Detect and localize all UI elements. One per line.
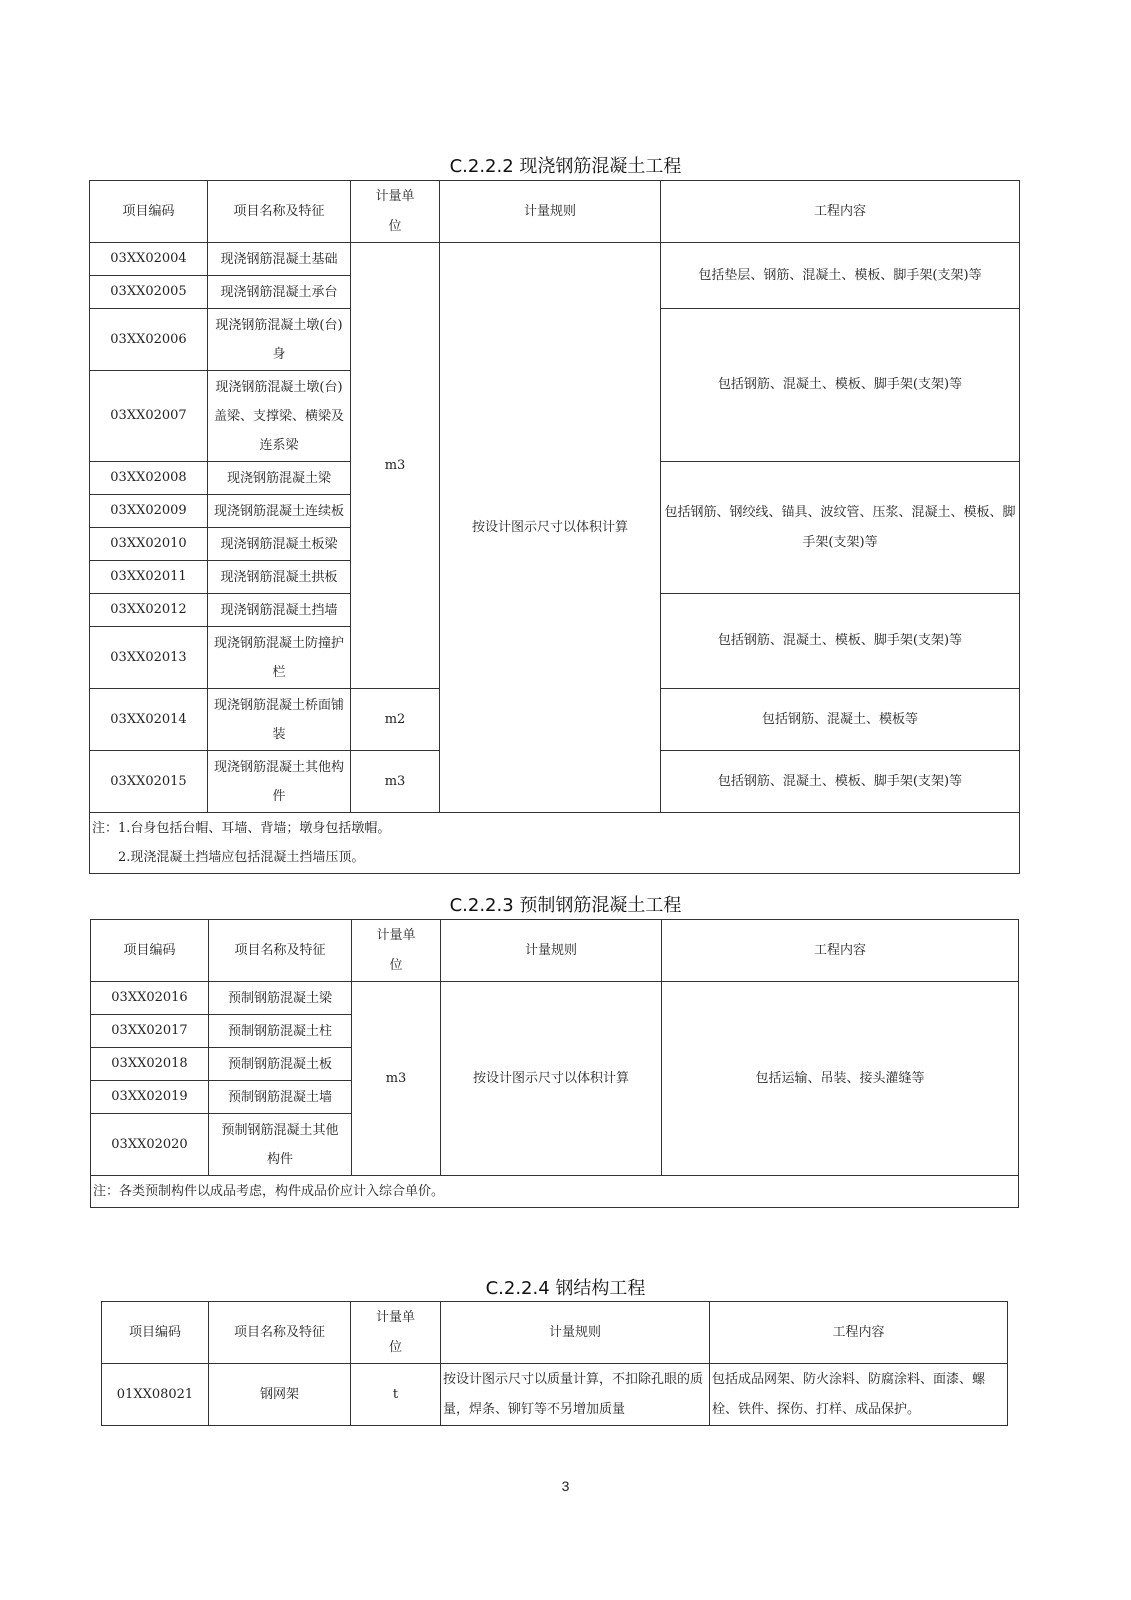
header-content: 工程内容	[661, 181, 1020, 243]
item-code: 03XX02018	[91, 1048, 209, 1081]
table-note	[91, 1176, 1019, 1208]
header-code: 项目编码	[91, 920, 209, 982]
item-code: 03XX02013	[90, 627, 208, 689]
header-name: 项目名称及特征	[208, 181, 351, 243]
header-rule: 计量规则	[441, 920, 662, 982]
table-note	[90, 813, 1020, 874]
item-name: 现浇钢筋混凝土防撞护栏	[208, 627, 351, 689]
item-unit: m3	[351, 751, 440, 813]
item-code: 03XX02004	[90, 243, 208, 276]
item-name: 现浇钢筋混凝土承台	[208, 276, 351, 309]
section-title-c223: C.2.2.3 预制钢筋混凝土工程	[449, 895, 682, 916]
item-code: 03XX02017	[91, 1015, 209, 1048]
item-rule: 按设计图示尺寸以质量计算，不扣除孔眼的质量，焊条、铆钉等不另增加质量	[441, 1364, 710, 1426]
header-name: 项目名称及特征	[209, 1302, 351, 1364]
header-content: 工程内容	[662, 920, 1019, 982]
item-code: 03XX02009	[90, 495, 208, 528]
item-unit: m3	[351, 243, 440, 689]
item-name: 现浇钢筋混凝土桥面铺装	[208, 689, 351, 751]
item-name: 现浇钢筋混凝土拱板	[208, 561, 351, 594]
item-content: 包括钢筋、混凝土、模板等	[661, 689, 1020, 751]
header-rule: 计量规则	[440, 181, 661, 243]
item-code: 03XX02020	[91, 1114, 209, 1176]
header-unit: 计量单位	[351, 181, 440, 243]
table-c223	[90, 919, 1019, 1208]
item-name: 现浇钢筋混凝土板梁	[208, 528, 351, 561]
header-code: 项目编码	[102, 1302, 209, 1364]
item-code: 03XX02011	[90, 561, 208, 594]
item-content: 包括垫层、钢筋、混凝土、模板、脚手架(支架)等	[661, 243, 1020, 309]
item-name: 现浇钢筋混凝土其他构件	[208, 751, 351, 813]
item-content: 包括钢筋、钢绞线、锚具、波纹管、压浆、混凝土、模板、脚手架(支架)等	[661, 462, 1020, 594]
header-name: 项目名称及特征	[209, 920, 352, 982]
section-title-c222: C.2.2.2 现浇钢筋混凝土工程	[449, 156, 682, 177]
item-code: 03XX02016	[91, 982, 209, 1015]
item-code: 03XX02007	[90, 371, 208, 462]
item-code: 03XX02008	[90, 462, 208, 495]
item-rule: 按设计图示尺寸以体积计算	[441, 982, 662, 1176]
note-line: 2.现浇混凝土挡墙应包括混凝土挡墙压顶。	[118, 850, 365, 865]
note-line: 注：各类预制构件以成品考虑，构件成品价应计入综合单价。	[93, 1184, 445, 1199]
item-name: 预制钢筋混凝土梁	[209, 982, 352, 1015]
item-name: 预制钢筋混凝土墙	[209, 1081, 352, 1114]
item-name: 现浇钢筋混凝土墩(台)盖梁、支撑梁、横梁及连系梁	[208, 371, 351, 462]
header-unit: 计量单位	[352, 920, 441, 982]
section-title-c224: C.2.2.4 钢结构工程	[485, 1278, 646, 1299]
note-line: 注：1.台身包括台帽、耳墙、背墙；墩身包括墩帽。	[92, 821, 391, 836]
header-code: 项目编码	[90, 181, 208, 243]
item-name: 现浇钢筋混凝土挡墙	[208, 594, 351, 627]
item-code: 03XX02019	[91, 1081, 209, 1114]
item-code: 03XX02015	[90, 751, 208, 813]
header-unit: 计量单位	[351, 1302, 441, 1364]
item-content: 包括运输、吊装、接头灌缝等	[662, 982, 1019, 1176]
item-code: 03XX02014	[90, 689, 208, 751]
table-c222	[89, 180, 1020, 874]
item-code: 03XX02010	[90, 528, 208, 561]
header-rule: 计量规则	[441, 1302, 710, 1364]
item-name: 预制钢筋混凝土柱	[209, 1015, 352, 1048]
item-rule: 按设计图示尺寸以体积计算	[440, 243, 661, 813]
item-name: 现浇钢筋混凝土连续板	[208, 495, 351, 528]
item-name: 现浇钢筋混凝土梁	[208, 462, 351, 495]
table-c224	[101, 1301, 1008, 1426]
item-content: 包括钢筋、混凝土、模板、脚手架(支架)等	[661, 751, 1020, 813]
item-code: 03XX02012	[90, 594, 208, 627]
item-unit: m3	[352, 982, 441, 1176]
item-content: 包括钢筋、混凝土、模板、脚手架(支架)等	[661, 309, 1020, 462]
item-name: 预制钢筋混凝土其他构件	[209, 1114, 352, 1176]
item-name: 钢网架	[209, 1364, 351, 1426]
item-unit: t	[351, 1364, 441, 1426]
item-unit: m2	[351, 689, 440, 751]
item-code: 03XX02005	[90, 276, 208, 309]
item-name: 现浇钢筋混凝土墩(台)身	[208, 309, 351, 371]
item-content: 包括成品网架、防火涂料、防腐涂料、面漆、螺栓、铁件、探伤、打样、成品保护。	[710, 1364, 1008, 1426]
item-code: 01XX08021	[102, 1364, 209, 1426]
header-content: 工程内容	[710, 1302, 1008, 1364]
item-name: 预制钢筋混凝土板	[209, 1048, 352, 1081]
item-name: 现浇钢筋混凝土基础	[208, 243, 351, 276]
page-number: 3	[561, 1478, 570, 1494]
item-content: 包括钢筋、混凝土、模板、脚手架(支架)等	[661, 594, 1020, 689]
item-code: 03XX02006	[90, 309, 208, 371]
